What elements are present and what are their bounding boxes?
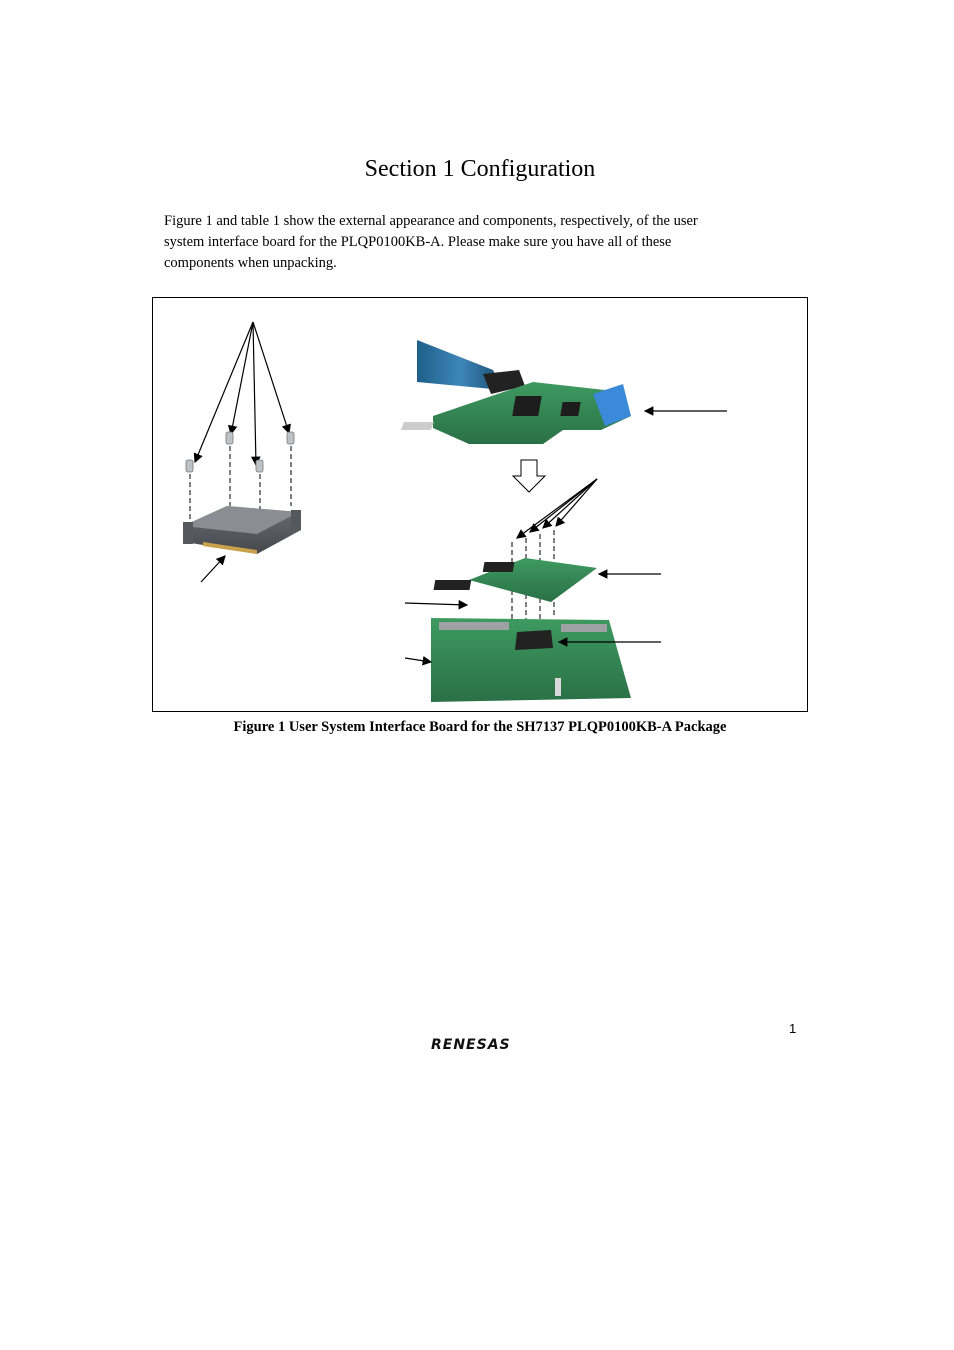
- figure-caption: Figure 1 User System Interface Board for the SH7137 PLQP0100KB-A Package: [233, 719, 727, 735]
- page-title: Section 1 Configuration: [364, 156, 596, 182]
- socket-assembly: [183, 322, 301, 582]
- intro-paragraph: [164, 211, 784, 274]
- intro-line-1: Figure 1 and table 1 show the external appearance and components, respectively, of the user: [164, 213, 698, 229]
- renesas-logo: [431, 1037, 531, 1057]
- intro-line-2: system interface board for the PLQP0100KB-A. Please make sure you have all of these: [164, 234, 672, 250]
- assembly-arrow-icon: [513, 460, 545, 492]
- emulator-cable-board: [401, 340, 727, 444]
- figure-1: [152, 297, 808, 712]
- page-number: 1: [789, 1021, 797, 1036]
- interface-board-stack: [405, 479, 661, 702]
- figure-illustration: [153, 298, 809, 713]
- renesas-logo-text: RENESAS: [431, 1037, 511, 1053]
- intro-line-3: components when unpacking.: [164, 255, 337, 271]
